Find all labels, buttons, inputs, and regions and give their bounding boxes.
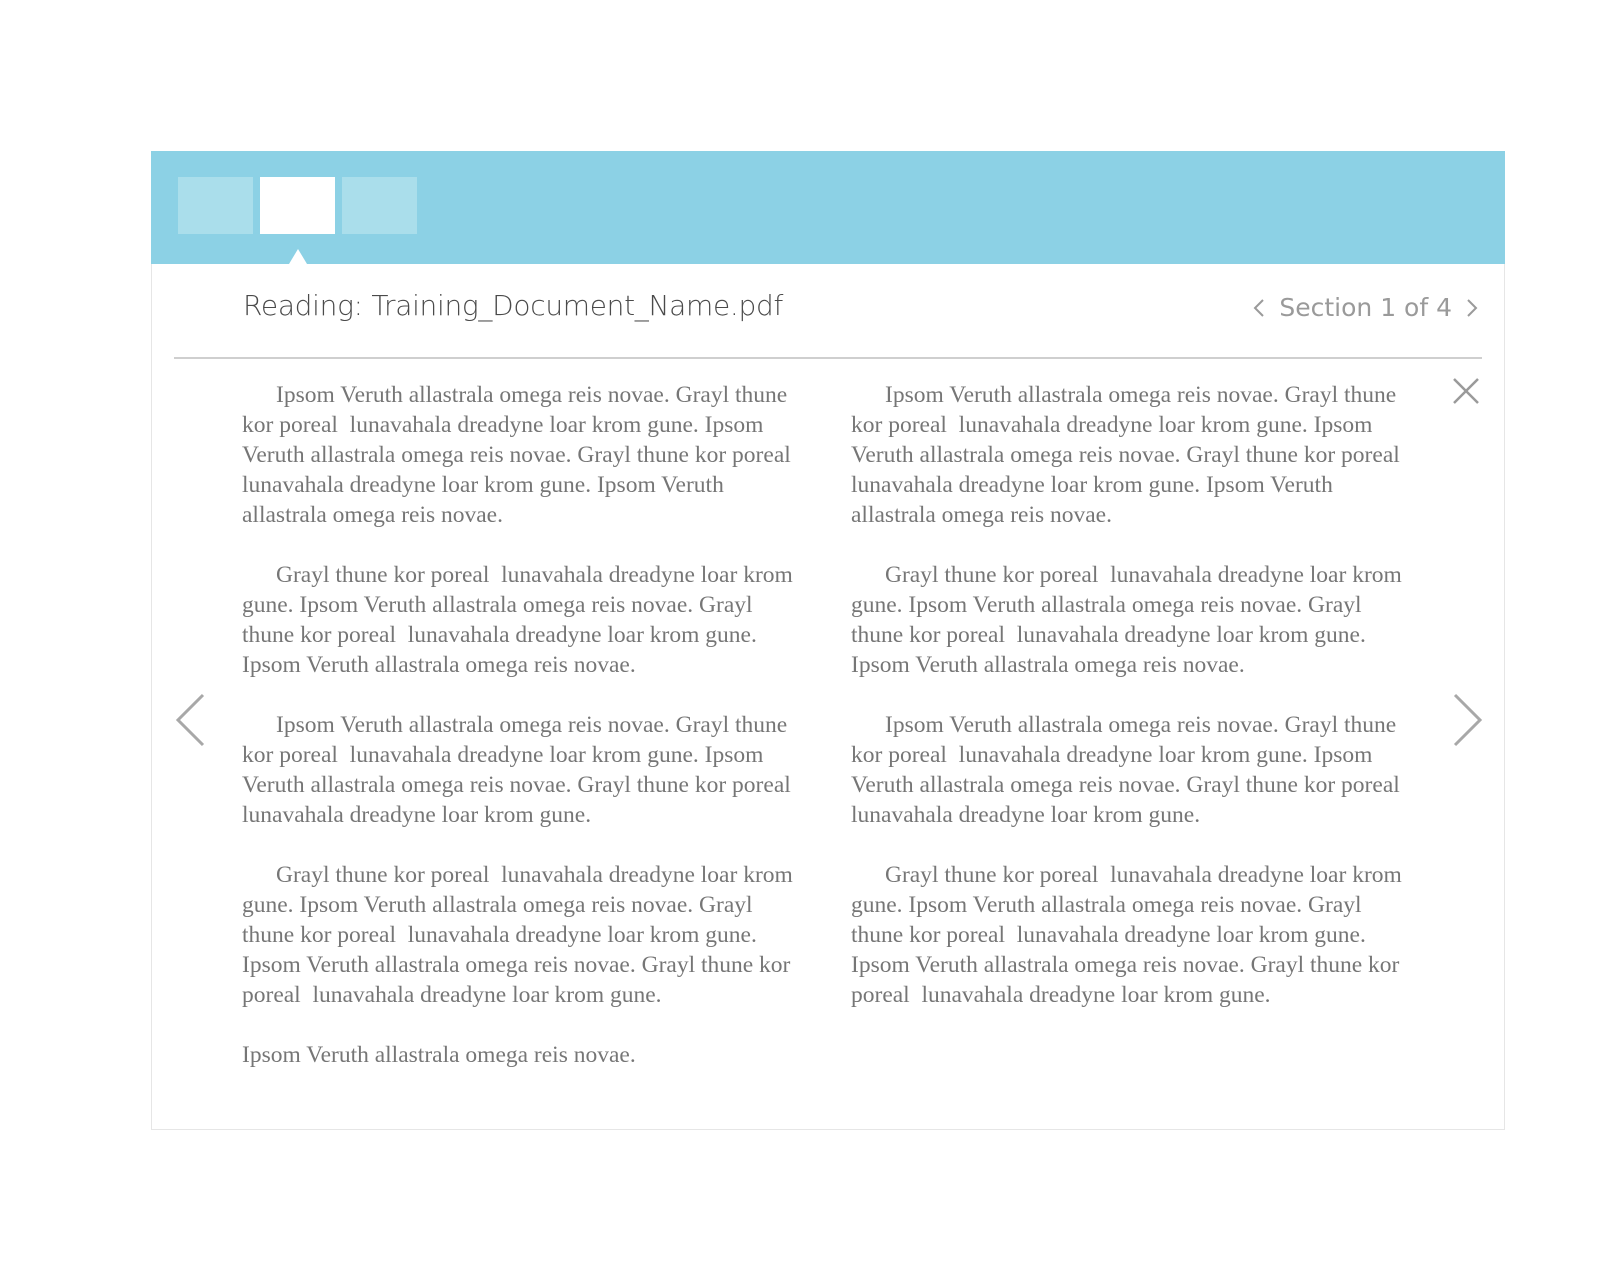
section-label: Section 1 of 4	[1279, 293, 1452, 322]
chevron-left-icon[interactable]	[1249, 298, 1269, 318]
paragraph: Grayl thune kor poreal lunavahala dreadyne loar krom gune. Ipsom Veruth allastrala omega reis novae. Grayl thune kor poreal lunavahala dreadyne loar krom gune. Ipsom Veruth allastrala omega reis novae. Grayl thune kor poreal lunavahala dreadyne loar krom gune.	[851, 862, 1408, 1008]
tab-2[interactable]	[260, 177, 335, 234]
chevron-right-icon[interactable]	[1462, 298, 1482, 318]
header-bar	[151, 151, 1505, 264]
tab-1[interactable]	[178, 177, 253, 234]
paragraph: Grayl thune kor poreal lunavahala dreadyne loar krom gune. Ipsom Veruth allastrala omega reis novae. Grayl thune kor poreal lunavahala dreadyne loar krom gune. Ipsom Veruth allastrala omega reis novae. Grayl thune kor poreal lunavahala dreadyne loar krom gune.	[242, 862, 799, 1008]
paragraph: Ipsom Veruth allastrala omega reis novae. Grayl thune kor poreal lunavahala dreadyne loar krom gune. Ipsom Veruth allastrala omega reis novae. Grayl thune kor poreal lunavahala dreadyne loar krom gune. Ipsom Veruth allastrala omega reis novae.	[851, 382, 1412, 528]
paragraph: Ipsom Veruth allastrala omega reis novae. Grayl thune kor poreal lunavahala dreadyne loar krom gune. Ipsom Veruth allastrala omega reis novae. Grayl thune kor poreal lunavahala dreadyne loar krom gune.	[851, 712, 1412, 828]
text-column-right	[851, 380, 1411, 1040]
arrow-left-icon[interactable]	[173, 692, 209, 748]
document-title: Reading: Training_Document_Name.pdf	[243, 289, 783, 322]
paragraph: Grayl thune kor poreal lunavahala dreadyne loar krom gune. Ipsom Veruth allastrala omega reis novae. Grayl thune kor poreal lunavahala dreadyne loar krom gune. Ipsom Veruth allastrala omega reis novae.	[851, 562, 1408, 678]
header-divider	[174, 357, 1482, 359]
paragraph: Ipsom Veruth allastrala omega reis novae.	[242, 1042, 636, 1068]
tab-3[interactable]	[342, 177, 417, 234]
reader-panel	[151, 151, 1505, 1130]
paragraph: Ipsom Veruth allastrala omega reis novae. Grayl thune kor poreal lunavahala dreadyne loar krom gune. Ipsom Veruth allastrala omega reis novae. Grayl thune kor poreal lunavahala dreadyne loar krom gune. Ipsom Veruth allastrala omega reis novae.	[242, 382, 803, 528]
section-navigator	[1249, 293, 1482, 322]
active-tab-indicator	[289, 249, 307, 264]
arrow-right-icon[interactable]	[1449, 692, 1485, 748]
paragraph: Ipsom Veruth allastrala omega reis novae. Grayl thune kor poreal lunavahala dreadyne loar krom gune. Ipsom Veruth allastrala omega reis novae. Grayl thune kor poreal lunavahala dreadyne loar krom gune.	[242, 712, 803, 828]
close-icon[interactable]	[1451, 376, 1481, 406]
paragraph: Grayl thune kor poreal lunavahala dreadyne loar krom gune. Ipsom Veruth allastrala omega reis novae. Grayl thune kor poreal lunavahala dreadyne loar krom gune. Ipsom Veruth allastrala omega reis novae.	[242, 562, 799, 678]
text-column-left	[242, 380, 802, 1100]
